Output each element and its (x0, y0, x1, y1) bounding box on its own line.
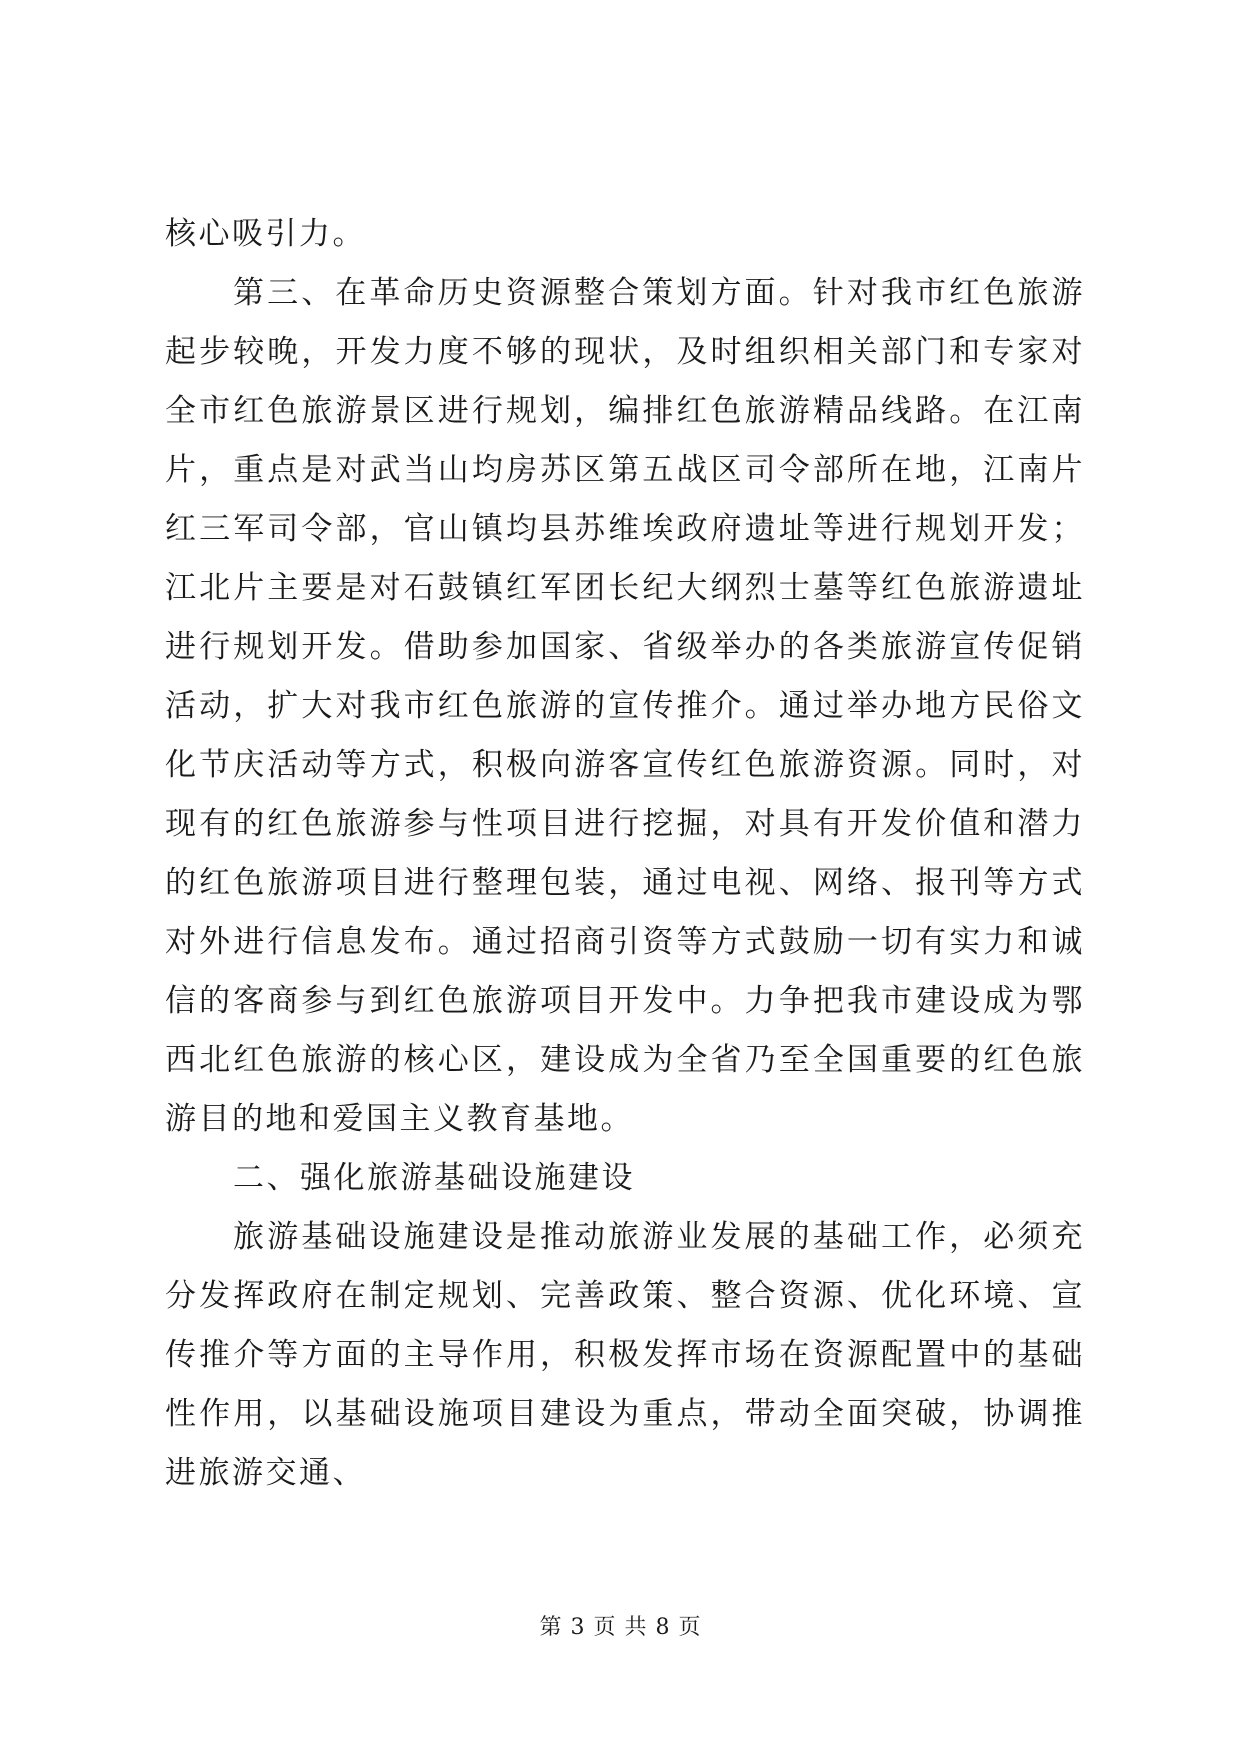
paragraph-continuation: 核心吸引力。 (165, 216, 366, 252)
document-body (165, 205, 1085, 1503)
paragraph-infrastructure: 旅游基础设施建设是推动旅游业发展的基础工作，必须充分发挥政府在制定规划、完善政策、整合资源、优化环境、宣传推介等方面的主导作用，积极发挥市场在资源配置中的基础性作用，以基础设施项目建设为重点，带动全面突破，协调推进旅游交通、 (165, 1219, 1085, 1491)
paragraph-red-tourism-planning: 第三、在革命历史资源整合策划方面。针对我市红色旅游起步较晚，开发力度不够的现状，及时组织相关部门和专家对全市红色旅游景区进行规划，编排红色旅游精品线路。在江南片，重点是对武当山均房苏区第五战区司令部所在地，江南片红三军司令部，官山镇均县苏维埃政府遗址等进行规划开发；江北片主要是对石鼓镇红军团长纪大纲烈士墓等红色旅游遗址进行规划开发。借助参加国家、省级举办的各类旅游宣传促销活动，扩大对我市红色旅游的宣传推介。通过举办地方民俗文化节庆活动等方式，积极向游客宣传红色旅游资源。同时，对现有的红色旅游参与性项目进行挖掘，对具有开发价值和潜力的红色旅游项目进行整理包装，通过电视、网络、报刊等方式对外进行信息发布。通过招商引资等方式鼓励一切有实力和诚信的客商参与到红色旅游项目开发中。力争把我市建设成为鄂西北红色旅游的核心区，建设成为全省乃至全国重要的红色旅游目的地和爱国主义教育基地。 (165, 275, 1085, 1137)
page-number-footer: 第 3 页 共 8 页 (539, 1615, 702, 1640)
section-heading-infrastructure: 二、强化旅游基础设施建设 (233, 1160, 635, 1196)
